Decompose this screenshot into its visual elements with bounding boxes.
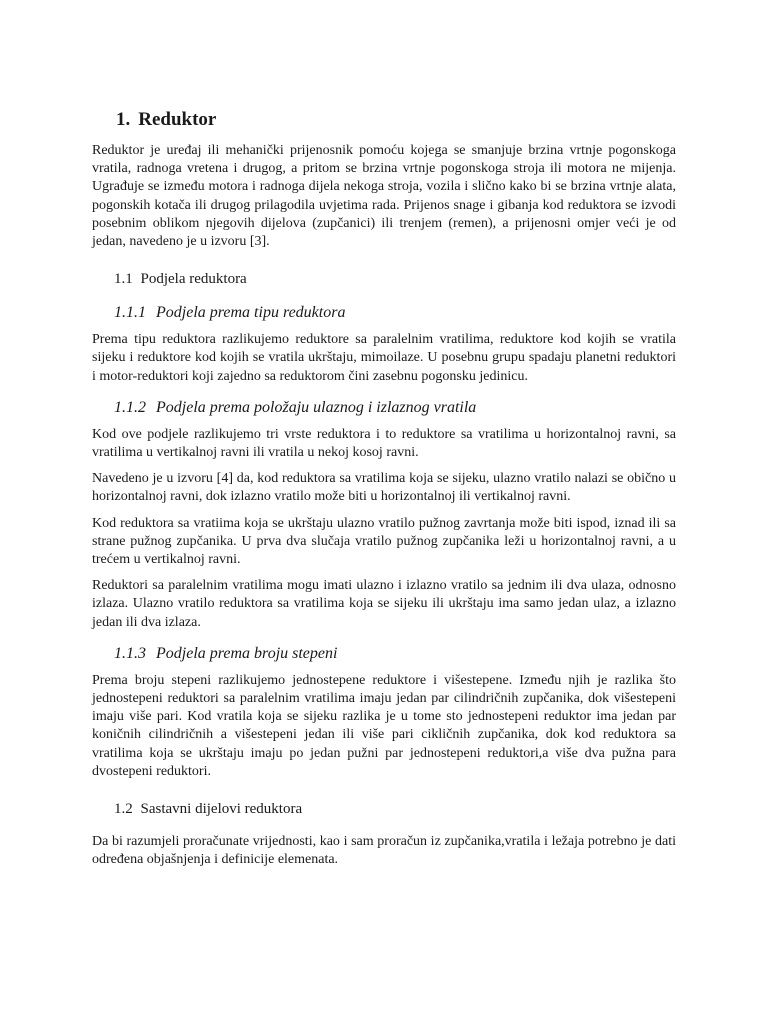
paragraph-1-1-1: Prema tipu reduktora razlikujemo reduktore sa paralelnim vratilima, reduktore kod kojih se vratila sijeku i reduktore kod kojih se vratila ukrštaju, mimoilaze. U posebnu grupu spadaju planetni reduktori i motor-reduktori koji zajedno sa reduktorom čini zasebnu pogonsku jedinicu. bbox=[92, 332, 676, 384]
document-page bbox=[92, 108, 676, 877]
section-title: Podjela prema broju stepeni bbox=[156, 644, 338, 662]
section-heading-1-2 bbox=[114, 799, 676, 819]
section-title: Sastavni dijelovi reduktora bbox=[140, 801, 303, 818]
section-title: Podjela prema položaju ulaznog i izlaznog vratila bbox=[156, 398, 477, 416]
paragraph-1-1-2-a: Kod ove podjele razlikujemo tri vrste reduktora i to reduktore sa vratilima u horizontalnoj ravni, sa vratilima u vertikalnoj ravni ili vratila u nekoj kosoj ravni. bbox=[92, 426, 676, 461]
section-heading-1-1-1 bbox=[114, 303, 676, 323]
heading-reduktor bbox=[116, 108, 676, 132]
paragraph-1-1-2-c: Kod reduktora sa vratiima koja se ukrštaju ulazno vratilo pužnog zavrtanja može biti ispod, iznad ili sa strane pužnog zupčanika. U prva dva slučaja vratilo pužnog zupčanika leži u horizontalnoj ravni, a u trećem u vertikalnoj ravni. bbox=[92, 515, 676, 568]
section-number: 1.2 bbox=[114, 801, 133, 818]
section-title: Podjela prema tipu reduktora bbox=[156, 304, 346, 322]
heading-title: Reduktor bbox=[138, 109, 217, 130]
paragraph-1-1-3: Prema broju stepeni razlikujemo jednostepene reduktore i višestepene. Između njih je razlika što jednostepeni reduktori sa paralelnim vratilima imaju jedan par cilindričnih zupčanika, dok višestepeni imaju više pari. Kod vratila koja se sijeku razlika je u tome sto jednostepeni reduktor ima jedan par koničnih cilindričnih a višestepeni jedan ili više pari cikličnih zupčanika, dok kod reduktora sa vratilima koja se ukrštaju imaju po jedan pužni par jednostepeni reduktori,a više dva pužna para dvostepeni reduktori. bbox=[92, 672, 676, 779]
section-heading-1-1-2 bbox=[114, 398, 676, 418]
heading-number: 1. bbox=[116, 109, 131, 130]
section-number: 1.1.2 bbox=[114, 398, 146, 416]
section-number: 1.1 bbox=[114, 271, 133, 288]
paragraph-1-1-2-d: Reduktori sa paralelnim vratilima mogu imati ulazno i izlazno vratilo sa jednim ili dva ulaza, odnosno izlaza. Ulazno vratilo reduktora sa vratilima koja se sijeku ili ukrštaju ima samo jedan ulaz, a izlazno jedan ili dva izlaza. bbox=[92, 578, 676, 630]
section-heading-1-1 bbox=[114, 269, 676, 289]
paragraph-1-1-2-b: Navedeno je u izvoru [4] da, kod reduktora sa vratilima koja se sijeku, ulazno vratilo nalazi se obično u horizontalnoj ravni, dok izlazno vratilo može biti u horizontalnoj ili vertikalnoj ravni. bbox=[92, 471, 676, 505]
section-heading-1-1-3 bbox=[114, 644, 676, 664]
paragraph-1-2: Da bi razumjeli proračunate vrijednosti, kao i sam proračun iz zupčanika,vratila i ležaja potrebno je dati određena objašnjenja i definicije elemenata. bbox=[92, 834, 676, 868]
paragraph-intro: Reduktor je uređaj ili mehanički prijenosnik pomoću kojega se smanjuje brzina vrtnje pogonskoga vratila, radnoga vretena i drugog, a pritom se brzina vrtnje pogonskoga stroja ili motora ne mijenja. Ugrađuje se između motora i radnoga dijela nekoga stroja, vozila i slično kako bi se brzina vrtnje alata, pogonskih kotača ili drugog prilagodila uvjetima rada. Prijenos snage i gibanja kod reduktora se izvodi posebnim oblikom njegovih dijelova (zupčanici) ili trenjem (remen), a prijenosni omjer veći je od jedan, navedeno je u izvoru [3]. bbox=[92, 143, 676, 250]
section-number: 1.1.1 bbox=[114, 304, 146, 322]
section-title: Podjela reduktora bbox=[140, 271, 247, 288]
section-number: 1.1.3 bbox=[114, 644, 146, 662]
